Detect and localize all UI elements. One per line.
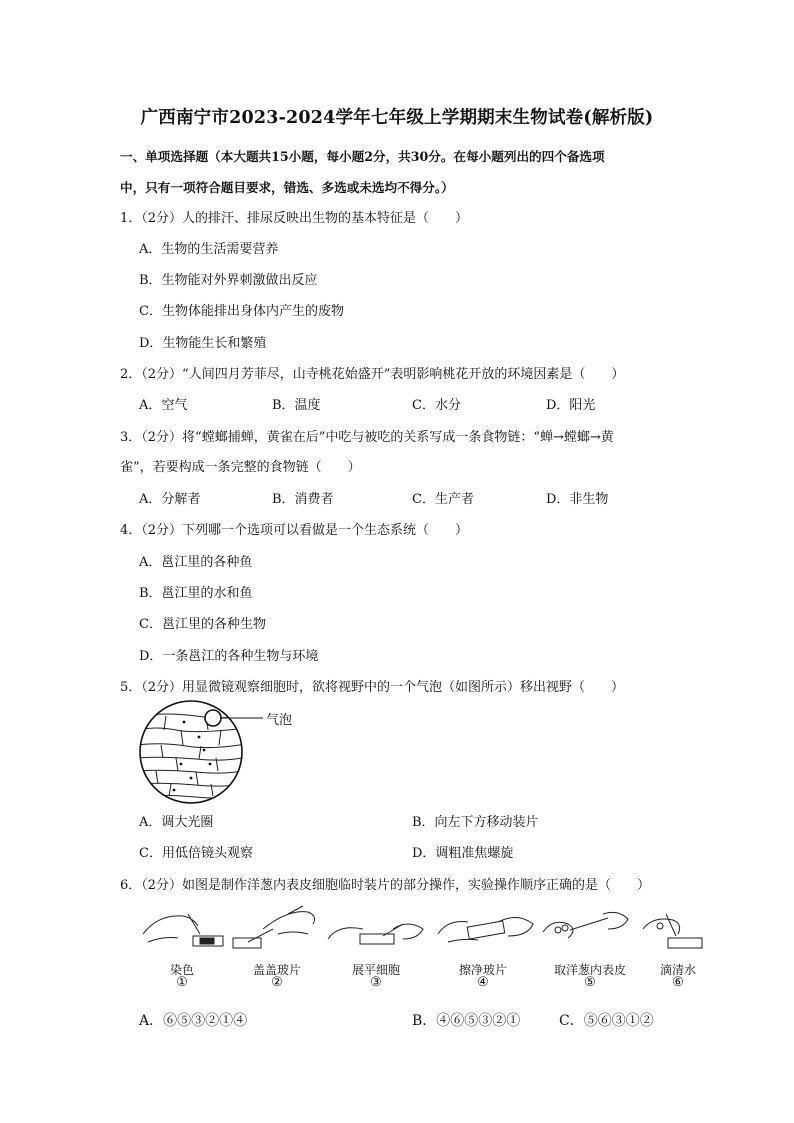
q1-option-c: C．生物体能排出身体内产生的废物	[139, 304, 344, 319]
q4-option-a: A．邕江里的各种鱼	[139, 555, 253, 570]
q3-option-a: A．分解者	[139, 492, 201, 507]
q1-option-a: A．生物的生活需要营养	[139, 242, 279, 257]
step-1-label: 染色	[169, 963, 194, 977]
q5-option-a: A．调大光圈	[139, 815, 214, 830]
q3-option-d: D．非生物	[546, 492, 609, 507]
step-4-label: 擦净玻片	[458, 963, 507, 977]
question-5-stem: 5．（2分）用显微镜观察细胞时，欲将视野中的一个气泡（如图所示）移出视野（ ）	[120, 680, 625, 695]
step-2-drawing	[233, 906, 315, 948]
q1-option-b: B．生物能对外界刺激做出反应	[139, 273, 318, 288]
q6-option-c: C．⑤⑥③①②	[559, 1013, 654, 1029]
question-2-stem: 2．（2分）“人间四月芳菲尽，山寺桃花始盛开”表明影响桃花开放的环境因素是（ ）	[120, 367, 625, 382]
step-3-label: 展平细胞	[351, 963, 400, 977]
question-3-stem-line1: 3．（2分）将“螳螂捕蝉，黄雀在后”中吃与被吃的关系写成一条食物链：“蝉→螳螂→黄	[120, 430, 614, 445]
question-6-stem: 6．（2分）如图是制作洋葱内表皮细胞临时装片的部分操作，实验操作顺序正确的是（ ）	[120, 878, 651, 893]
q2-option-c: C．水分	[412, 398, 461, 413]
q2-option-d: D．阳光	[546, 398, 596, 413]
step-3-drawing	[328, 924, 423, 944]
slide-preparation-figure	[138, 904, 708, 959]
step-6-number: ⑥	[672, 975, 684, 990]
q4-option-d: D．一条邕江的各种生物与环境	[139, 649, 319, 664]
q1-option-d: D．生物能生长和繁殖	[139, 336, 267, 351]
bubble-label: 气泡	[266, 713, 293, 728]
step-5-label: 取洋葱内表皮	[553, 963, 626, 977]
step-5-number: ⑤	[584, 975, 596, 990]
q2-option-a: A．空气	[139, 398, 188, 413]
step-1-drawing	[143, 914, 223, 946]
section-heading-line1: 一、单项选择题（本大题共15小题，每小题2分，共30分。在每小题列出的四个备选项	[120, 149, 605, 164]
q2-option-b: B．温度	[272, 398, 321, 413]
q3-option-b: B．消费者	[272, 492, 334, 507]
q3-option-c: C．生产者	[412, 492, 474, 507]
q5-option-c: C．用低倍镜头观察	[139, 846, 253, 861]
question-4-stem: 4．（2分）下列哪一个选项可以看做是一个生态系统（ ）	[120, 523, 469, 538]
question-1-stem: 1．（2分）人的排汗、排尿反映出生物的基本特征是（ ）	[120, 211, 469, 226]
step-2-number: ②	[271, 975, 283, 990]
step-3-number: ③	[370, 975, 382, 990]
q6-option-a: A．⑥⑤③②①④	[139, 1013, 248, 1029]
air-bubble	[205, 710, 221, 726]
step-6-label: 滴清水	[659, 963, 696, 977]
step-2-label: 盖盖玻片	[252, 963, 301, 977]
q5-option-b: B．向左下方移动装片	[412, 815, 539, 830]
q4-option-c: C．邕江里的各种生物	[139, 617, 266, 632]
section-heading-line2: 中，只有一项符合题目要求，错选、多选或未选均不得分。）	[120, 180, 454, 195]
q4-option-b: B．邕江里的水和鱼	[139, 586, 253, 601]
q5-option-d: D．调粗准焦螺旋	[412, 846, 514, 861]
step-4-number: ④	[477, 975, 489, 990]
document-title: 广西南宁市2023-2024学年七年级上学期期末生物试卷(解析版)	[140, 108, 654, 128]
q6-option-b: B．④⑥⑤③②①	[412, 1013, 521, 1029]
step-6-drawing	[643, 914, 702, 948]
step-1-number: ①	[176, 975, 188, 990]
field-of-view-circle	[140, 701, 242, 803]
step-5-drawing	[543, 912, 628, 938]
step-4-drawing	[438, 917, 533, 942]
question-3-stem-line2: 雀”，若要构成一条完整的食物链（ ）	[120, 460, 361, 475]
